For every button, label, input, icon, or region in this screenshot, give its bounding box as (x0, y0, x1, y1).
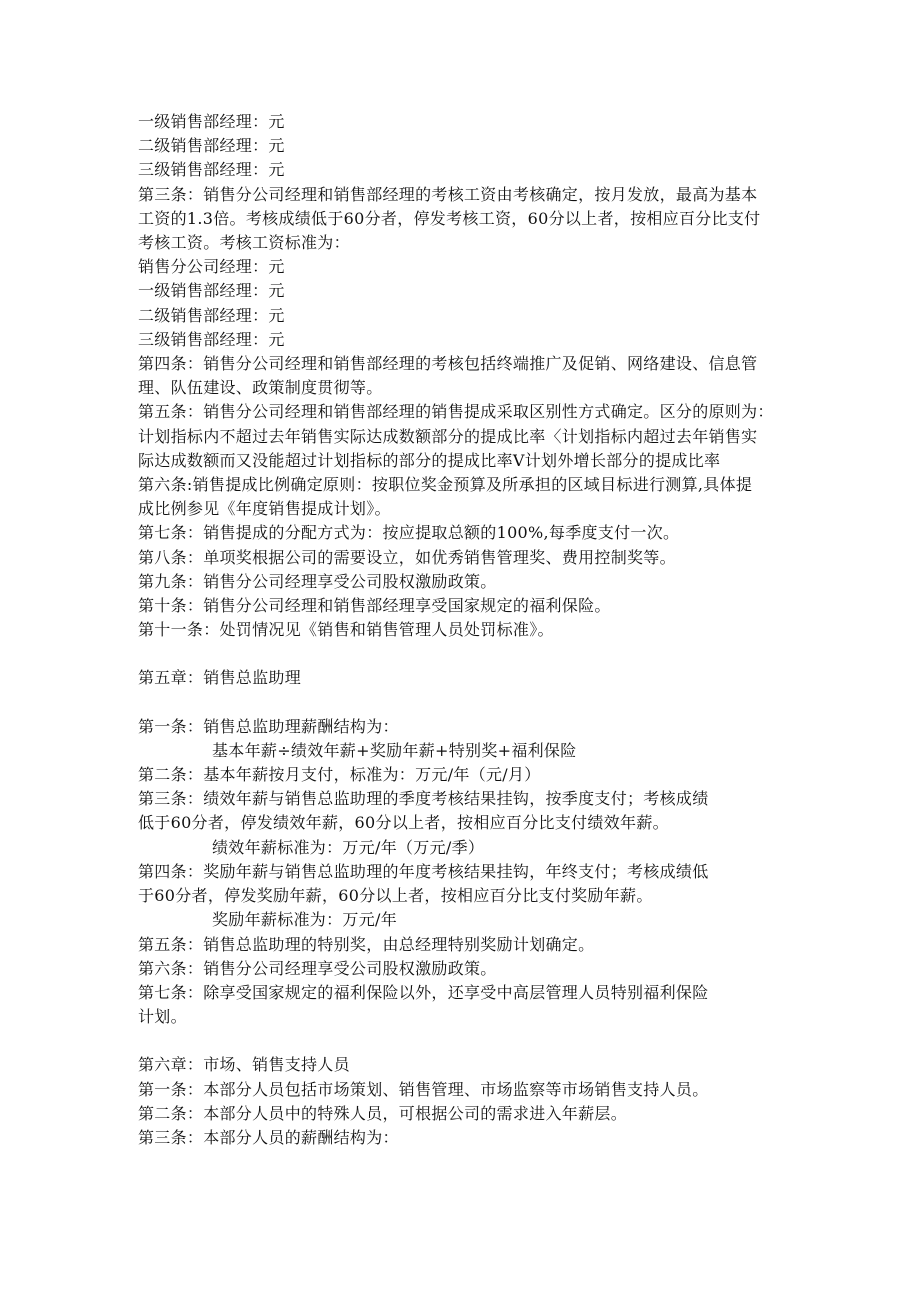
article-line: 第十一条：处罚情况见《销售和销售管理人员处罚标准》。 (138, 620, 554, 640)
article-line: 第四条：奖励年薪与销售总监助理的年度考核结果挂钩，年终支付；考核成绩低 (138, 861, 709, 881)
article-line: 第五条：销售分公司经理和销售部经理的销售提成采取区别性方式确定。区分的原则为： (138, 402, 774, 422)
text-line: 二级销售部经理：元 (138, 305, 285, 325)
article-line: 第七条：除享受国家规定的福利保险以外，还享受中高层管理人员特别福利保险 (138, 982, 709, 1002)
text-line: 二级销售部经理：元 (138, 136, 285, 156)
blank-line (138, 642, 798, 666)
blank-line (138, 1029, 798, 1053)
document-page (138, 110, 798, 1150)
article-line: 第十条：销售分公司经理和销售部经理享受国家规定的福利保险。 (138, 596, 611, 616)
text-line: 三级销售部经理：元 (138, 329, 285, 349)
article-line: 第二条：本部分人员中的特殊人员，可根据公司的需求进入年薪层。 (138, 1103, 628, 1123)
article-line: 考核工资。考核工资标准为： (138, 233, 350, 253)
article-line: 成比例参见《年度销售提成计划》。 (138, 499, 391, 519)
article-line: 第五条：销售总监助理的特别奖，由总经理特别奖励计划确定。 (138, 934, 595, 954)
article-line: 第三条：绩效年薪与销售总监助理的季度考核结果挂钩，按季度支付；考核成绩 (138, 789, 709, 809)
article-line: 第一条：本部分人员包括市场策划、销售管理、市场监察等市场销售支持人员。 (138, 1079, 709, 1099)
article-line: 工资的1.3倍。考核成绩低于60分者，停发考核工资，60分以上者，按相应百分比支付 (138, 208, 761, 228)
article-line: 理、队伍建设、政策制度贯彻等。 (138, 378, 383, 398)
article-line: 第三条：本部分人员的薪酬结构为： (138, 1127, 399, 1147)
formula-line: 基本年薪÷绩效年薪+奖励年薪+特别奖+福利保险 (212, 740, 577, 760)
article-line: 际达成数额而又没能超过计划指标的部分的提成比率V计划外增长部分的提成比率 (138, 450, 721, 470)
article-line: 第四条：销售分公司经理和销售部经理的考核包括终端推广及促销、网络建设、信息管 (138, 354, 758, 374)
text-line: 销售分公司经理：元 (138, 257, 285, 277)
chapter-heading: 第五章：销售总监助理 (138, 668, 302, 688)
article-line: 第九条：销售分公司经理享受公司股权激励政策。 (138, 571, 497, 591)
blank-line (138, 691, 798, 715)
text-line: 一级销售部经理：元 (138, 281, 285, 301)
chapter-heading: 第六章：市场、销售支持人员 (138, 1055, 350, 1075)
text-line: 一级销售部经理：元 (138, 112, 285, 131)
article-line: 第二条：基本年薪按月支付，标准为：万元/年（元/月） (138, 765, 541, 785)
article-line: 第七条：销售提成的分配方式为：按应提取总额的100%,每季度支付一次。 (138, 523, 680, 543)
standard-line: 奖励年薪标准为：万元/年 (212, 910, 397, 930)
article-line: 第一条：销售总监助理薪酬结构为： (138, 716, 399, 736)
article-line: 低于60分者，停发绩效年薪，60分以上者，按相应百分比支付绩效年薪。 (138, 813, 669, 833)
article-line: 第六条:销售提成比例确定原则：按职位奖金预算及所承担的区域目标进行测算,具体提 (138, 475, 753, 495)
article-line: 第六条：销售分公司经理享受公司股权激励政策。 (138, 958, 497, 978)
text-line: 三级销售部经理：元 (138, 160, 285, 180)
article-line: 第三条：销售分公司经理和销售部经理的考核工资由考核确定，按月发放，最高为基本 (138, 184, 758, 204)
article-line: 计划。 (138, 1007, 187, 1027)
article-line: 计划指标内不超过去年销售实际达成数额部分的提成比率〈计划指标内超过去年销售实 (138, 426, 758, 446)
article-line: 第八条：单项奖根据公司的需要设立，如优秀销售管理奖、费用控制奖等。 (138, 547, 676, 567)
article-line: 于60分者，停发奖励年薪，60分以上者，按相应百分比支付奖励年薪。 (138, 886, 653, 906)
standard-line: 绩效年薪标准为：万元/年（万元/季） (212, 837, 485, 857)
